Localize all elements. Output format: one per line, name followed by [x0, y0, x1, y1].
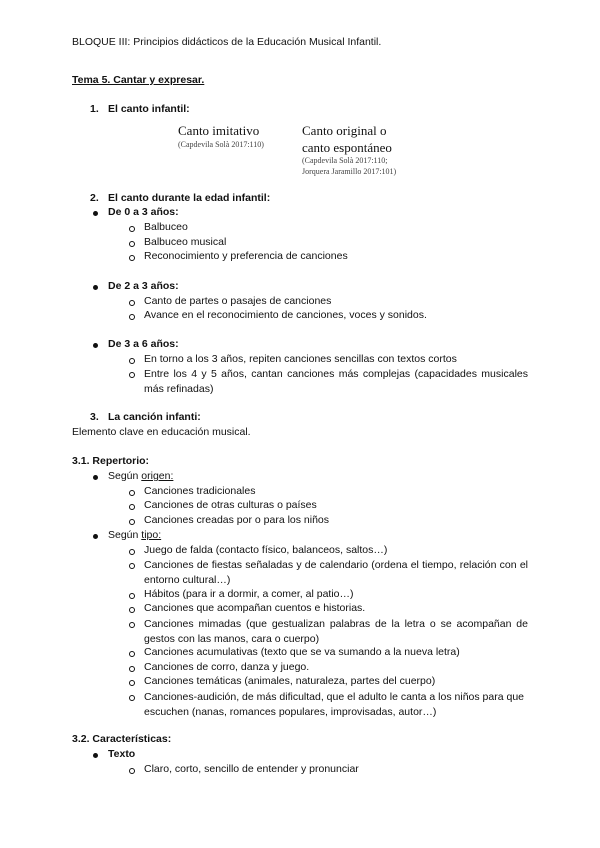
bullet-circle	[129, 372, 135, 378]
bullet-circle	[129, 549, 135, 555]
bullet-circle	[129, 651, 135, 657]
bullet-dot	[93, 285, 98, 290]
age-2-label: De 2 a 3 años:	[108, 280, 179, 292]
origen-line	[108, 470, 173, 482]
section-2-title: El canto durante la edad infantil:	[108, 192, 271, 204]
figure-left-title: Canto imitativo	[178, 123, 260, 138]
page-header: BLOQUE III: Principios didácticos de la Educación Musical Infantil.	[72, 36, 382, 48]
bullet-dot	[93, 211, 98, 216]
section-3-title: La canción infanti:	[108, 411, 201, 423]
tipo-prefix: Según	[108, 529, 142, 541]
figure-right-ref-1: (Capdevila Solà 2017:110;	[302, 156, 388, 165]
origen-word: origen:	[141, 470, 174, 482]
tipo-item: Canciones temáticas (animales, naturaleza, partes del cuerpo)	[144, 675, 436, 687]
origen-item: Canciones tradicionales	[144, 485, 256, 497]
texto-item: Claro, corto, sencillo de entender y pronunciar	[144, 763, 359, 775]
bullet-circle	[129, 607, 135, 613]
figure-left-ref: (Capdevila Solà 2017:110)	[178, 140, 264, 149]
section-3-2-title: 3.2. Características:	[72, 733, 172, 745]
bullet-circle	[129, 226, 135, 232]
origen-item: Canciones de otras culturas o países	[144, 499, 317, 511]
tipo-line	[108, 529, 161, 541]
texto-label: Texto	[108, 748, 136, 760]
tipo-item: Canciones que acompañan cuentos e historias.	[144, 602, 366, 614]
tipo-item: Juego de falda (contacto físico, balanceos, saltos…)	[144, 544, 388, 556]
tipo-item: Canciones de corro, danza y juego.	[144, 661, 310, 673]
bullet-circle	[129, 314, 135, 320]
section-1-number: 1.	[90, 103, 99, 115]
age-3-label: De 3 a 6 años:	[108, 338, 179, 350]
tipo-item: Canciones de fiestas señaladas y de calendario (ordena el tiempo, relación con el entorno cultural…)	[144, 559, 528, 586]
bullet-circle	[129, 563, 135, 569]
age-1-item: Balbuceo musical	[144, 236, 227, 248]
bullet-circle	[129, 695, 135, 701]
bullet-circle	[129, 300, 135, 306]
section-3-1-title: 3.1. Repertorio:	[72, 455, 150, 467]
age-2-item: Avance en el reconocimiento de canciones, voces y sonidos.	[144, 309, 427, 321]
bullet-dot	[93, 475, 98, 480]
section-2-number: 2.	[90, 192, 99, 204]
section-3-text: Elemento clave en educación musical.	[72, 426, 251, 438]
bullet-circle	[129, 768, 135, 774]
bullet-dot	[93, 753, 98, 758]
bullet-circle	[129, 255, 135, 261]
age-1-item: Balbuceo	[144, 221, 188, 233]
age-2-item: Canto de partes o pasajes de canciones	[144, 295, 332, 307]
tipo-item: Hábitos (para ir a dormir, a comer, al patio…)	[144, 588, 354, 600]
bullet-circle	[129, 241, 135, 247]
figure-right-title-2: canto espontáneo	[302, 140, 392, 155]
tipo-word: tipo:	[141, 529, 162, 541]
bullet-circle	[129, 519, 135, 525]
origen-item: Canciones creadas por o para los niños	[144, 514, 330, 526]
section-3-number: 3.	[90, 411, 99, 423]
age-3-item: En torno a los 3 años, repiten canciones sencillas con textos cortos	[144, 353, 457, 365]
bullet-dot	[93, 534, 98, 539]
bullet-circle	[129, 490, 135, 496]
bullet-circle	[129, 666, 135, 672]
tipo-item: Canciones acumulativas (texto que se va sumando a la nueva letra)	[144, 646, 460, 658]
tipo-item: Canciones mimadas (que gestualizan palabras de la letra o se acompañan de gestos con las manos, cara o cuerpo)	[144, 618, 528, 645]
bullet-dot	[93, 343, 98, 348]
bullet-circle	[129, 593, 135, 599]
figure-right-ref-2: Jorquera Jaramillo 2017:101)	[302, 167, 397, 176]
age-1-label: De 0 a 3 años:	[108, 206, 179, 218]
bullet-circle	[129, 680, 135, 686]
age-1-item: Reconocimiento y preferencia de canciones	[144, 250, 348, 262]
bullet-circle	[129, 622, 135, 628]
bullet-circle	[129, 358, 135, 364]
age-3-item: Entre los 4 y 5 años, cantan canciones más complejas (capacidades musicales más refinadas)	[144, 368, 528, 395]
bullet-circle	[129, 504, 135, 510]
tipo-item: Canciones-audición, de más dificultad, que el adulto le canta a los niños para que escuchen (nanas, romances populares, improvisadas, autor…)	[144, 691, 524, 718]
figure-right-title-1: Canto original o	[302, 123, 387, 138]
origen-prefix: Según	[108, 470, 142, 482]
tema-title: Tema 5. Cantar y expresar.	[72, 74, 205, 86]
section-1-title: El canto infantil:	[108, 103, 190, 115]
